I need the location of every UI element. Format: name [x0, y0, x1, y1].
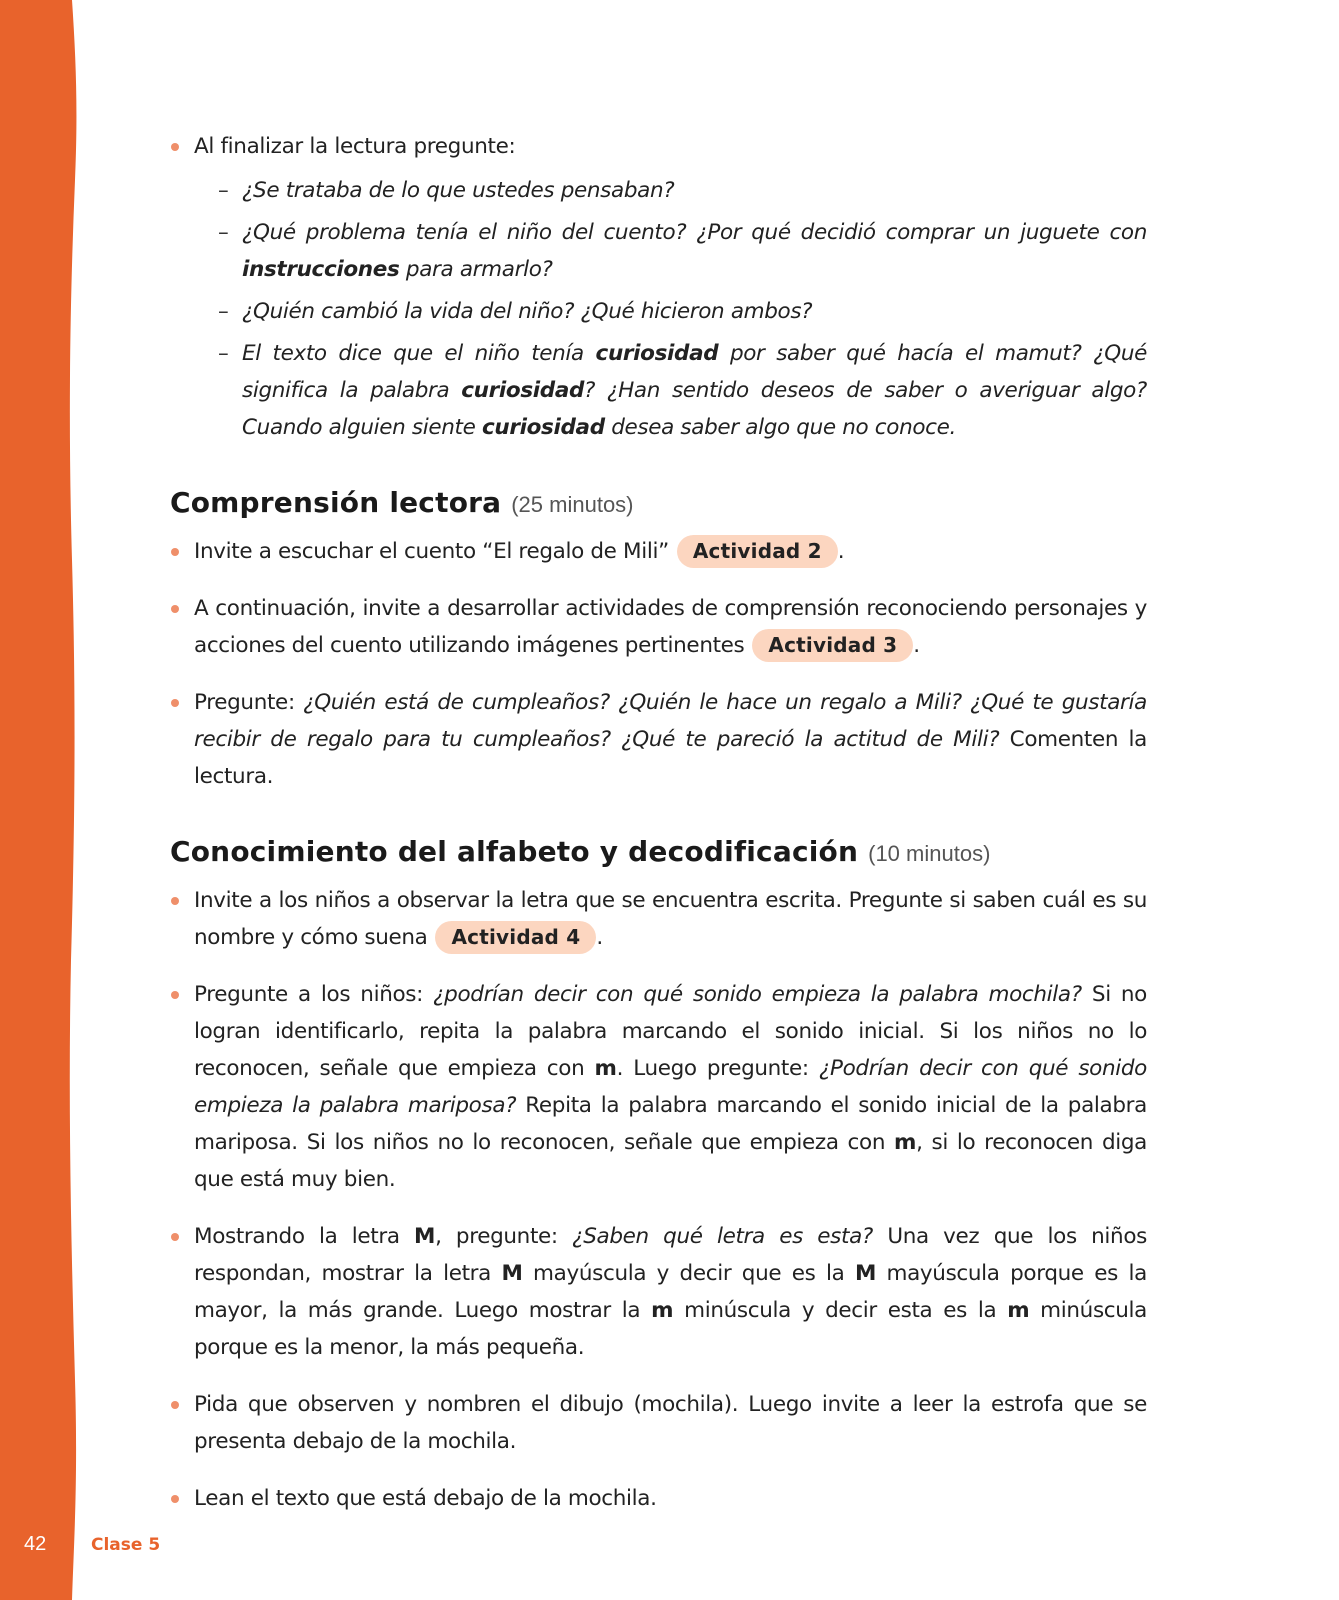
question-text: El texto dice que el niño tenía: [242, 341, 596, 366]
section-title: Conocimiento del alfabeto y decodificación: [170, 835, 859, 868]
letter-highlight: m: [1007, 1298, 1030, 1323]
comprension-bullet-2: A continuación, invite a desarrollar actividades de comprensión reconociendo personajes y acciones del cuento utilizando imágenes pertinentes Actividad 3 .: [170, 590, 1147, 664]
alfabeto-bullet-5: [170, 1480, 1147, 1517]
question-keyword: curiosidad: [595, 341, 719, 366]
bullet-text: mayúscula porque es la mayor, la más grande. Luego mostrar la: [194, 1261, 1147, 1323]
activity-badge: Actividad 3: [752, 629, 913, 662]
question-item: [194, 293, 1147, 330]
bullet-text: , pregunte:: [435, 1224, 573, 1249]
bullet-text: , si lo reconocen diga que está muy bien.: [194, 1130, 1147, 1192]
letter-highlight: M: [414, 1224, 436, 1249]
bullet-text: Comenten la lectura.: [194, 727, 1147, 789]
bullet-text: Lean el texto que está debajo de la mochila.: [194, 1486, 657, 1511]
alfabeto-bullet-2: [170, 976, 1147, 1198]
page-side-band: [0, 0, 90, 1600]
bullet-text: minúscula porque es la menor, la más pequeña.: [194, 1298, 1147, 1360]
question-item: [194, 214, 1147, 288]
bullet-text: Una vez que los niños respondan, mostrar la letra: [194, 1224, 1147, 1286]
question-text: para armarlo?: [399, 257, 553, 282]
question-text: ¿Quién cambió la vida del niño? ¿Qué hicieron ambos?: [242, 299, 813, 324]
activity-badge: Actividad 2: [677, 535, 838, 568]
question-text: por saber qué hacía el mamut? ¿Qué significa la palabra: [242, 341, 1147, 403]
question-keyword: instrucciones: [242, 257, 400, 282]
bullet-text: Pregunte a los niños:: [194, 982, 434, 1007]
section-duration: (10 minutos): [868, 841, 991, 866]
question-text: desea saber algo que no conoce.: [604, 415, 956, 440]
question-keyword: curiosidad: [481, 415, 605, 440]
bullet-text: Repita la palabra marcando el sonido inicial de la palabra mariposa. Si los niños no lo reconocen, señale que empieza con: [194, 1093, 1147, 1155]
question-text: ¿Qué problema tenía el niño del cuento? ¿Por qué decidió comprar un juguete con: [242, 220, 1147, 245]
section-heading-comprension: [170, 486, 1147, 519]
bullet-question: ¿Quién está de cumpleaños? ¿Quién le hace un regalo a Mili? ¿Qué te gustaría recibir de regalo para tu cumpleaños? ¿Qué te pareció la actitud de Mili?: [194, 690, 1147, 752]
page-content: [170, 128, 1147, 1517]
question-keyword: curiosidad: [461, 378, 585, 403]
bullet-text: Pregunte:: [194, 690, 304, 715]
alfabeto-bullet-3: [170, 1218, 1147, 1366]
bullet-question: ¿Podrían decir con qué sonido empieza la palabra mariposa?: [194, 1056, 1147, 1118]
side-band-shape: [0, 0, 76, 1600]
class-label: Clase 5: [91, 1535, 161, 1555]
activity-badge: Actividad 4: [435, 921, 596, 954]
intro-bullet-text: Al finalizar la lectura pregunte:: [194, 134, 516, 159]
bullet-text: A continuación, invite a desarrollar actividades de comprensión reconociendo personajes y acciones del cuento utilizando imágenes pertinentes: [194, 596, 1147, 658]
bullet-text: Pida que observen y nombren el dibujo (mochila). Luego invite a leer la estrofa que se presenta debajo de la mochila.: [194, 1392, 1147, 1454]
question-item: [194, 172, 1147, 209]
question-text: ¿Se trataba de lo que ustedes pensaban?: [242, 178, 675, 203]
bullet-question: ¿Saben qué letra es esta?: [572, 1224, 873, 1249]
bullet-text: minúscula y decir esta es la: [673, 1298, 1008, 1323]
letter-highlight: m: [894, 1130, 917, 1155]
section-heading-alfabeto: [170, 835, 1147, 868]
letter-highlight: M: [501, 1261, 523, 1286]
bullet-text: Mostrando la letra: [194, 1224, 415, 1249]
letter-highlight: m: [651, 1298, 674, 1323]
bullet-text: mayúscula y decir que es la: [522, 1261, 855, 1286]
section-title: Comprensión lectora: [170, 486, 502, 519]
letter-highlight: m: [594, 1056, 617, 1081]
letter-highlight: M: [854, 1261, 876, 1286]
intro-bullet: [170, 128, 1147, 446]
bullet-text: Invite a escuchar el cuento “El regalo de Mili”: [194, 539, 669, 564]
alfabeto-bullet-4: [170, 1386, 1147, 1460]
question-item: [194, 335, 1147, 446]
alfabeto-bullet-1: Invite a los niños a observar la letra que se encuentra escrita. Pregunte si saben cuál es su nombre y cómo suena Actividad 4 .: [170, 882, 1147, 956]
intro-question-list: [194, 172, 1147, 446]
section-duration: (25 minutos): [511, 492, 634, 517]
bullet-text: Invite a los niños a observar la letra que se encuentra escrita. Pregunte si saben cuál es su nombre y cómo suena: [194, 888, 1147, 950]
comprension-bullet-3: [170, 684, 1147, 795]
bullet-question: ¿podrían decir con qué sonido empieza la palabra mochila?: [433, 982, 1082, 1007]
bullet-text: Si no logran identificarlo, repita la palabra marcando el sonido inicial. Si los niños no lo reconocen, señale que empieza con: [194, 982, 1147, 1081]
bullet-text: . Luego pregunte:: [616, 1056, 819, 1081]
page-number: 42: [24, 1533, 47, 1555]
comprension-bullet-1: Invite a escuchar el cuento “El regalo de Mili” Actividad 2 .: [170, 533, 1147, 570]
question-text: ? ¿Han sentido deseos de saber o averiguar algo? Cuando alguien siente: [242, 378, 1147, 440]
